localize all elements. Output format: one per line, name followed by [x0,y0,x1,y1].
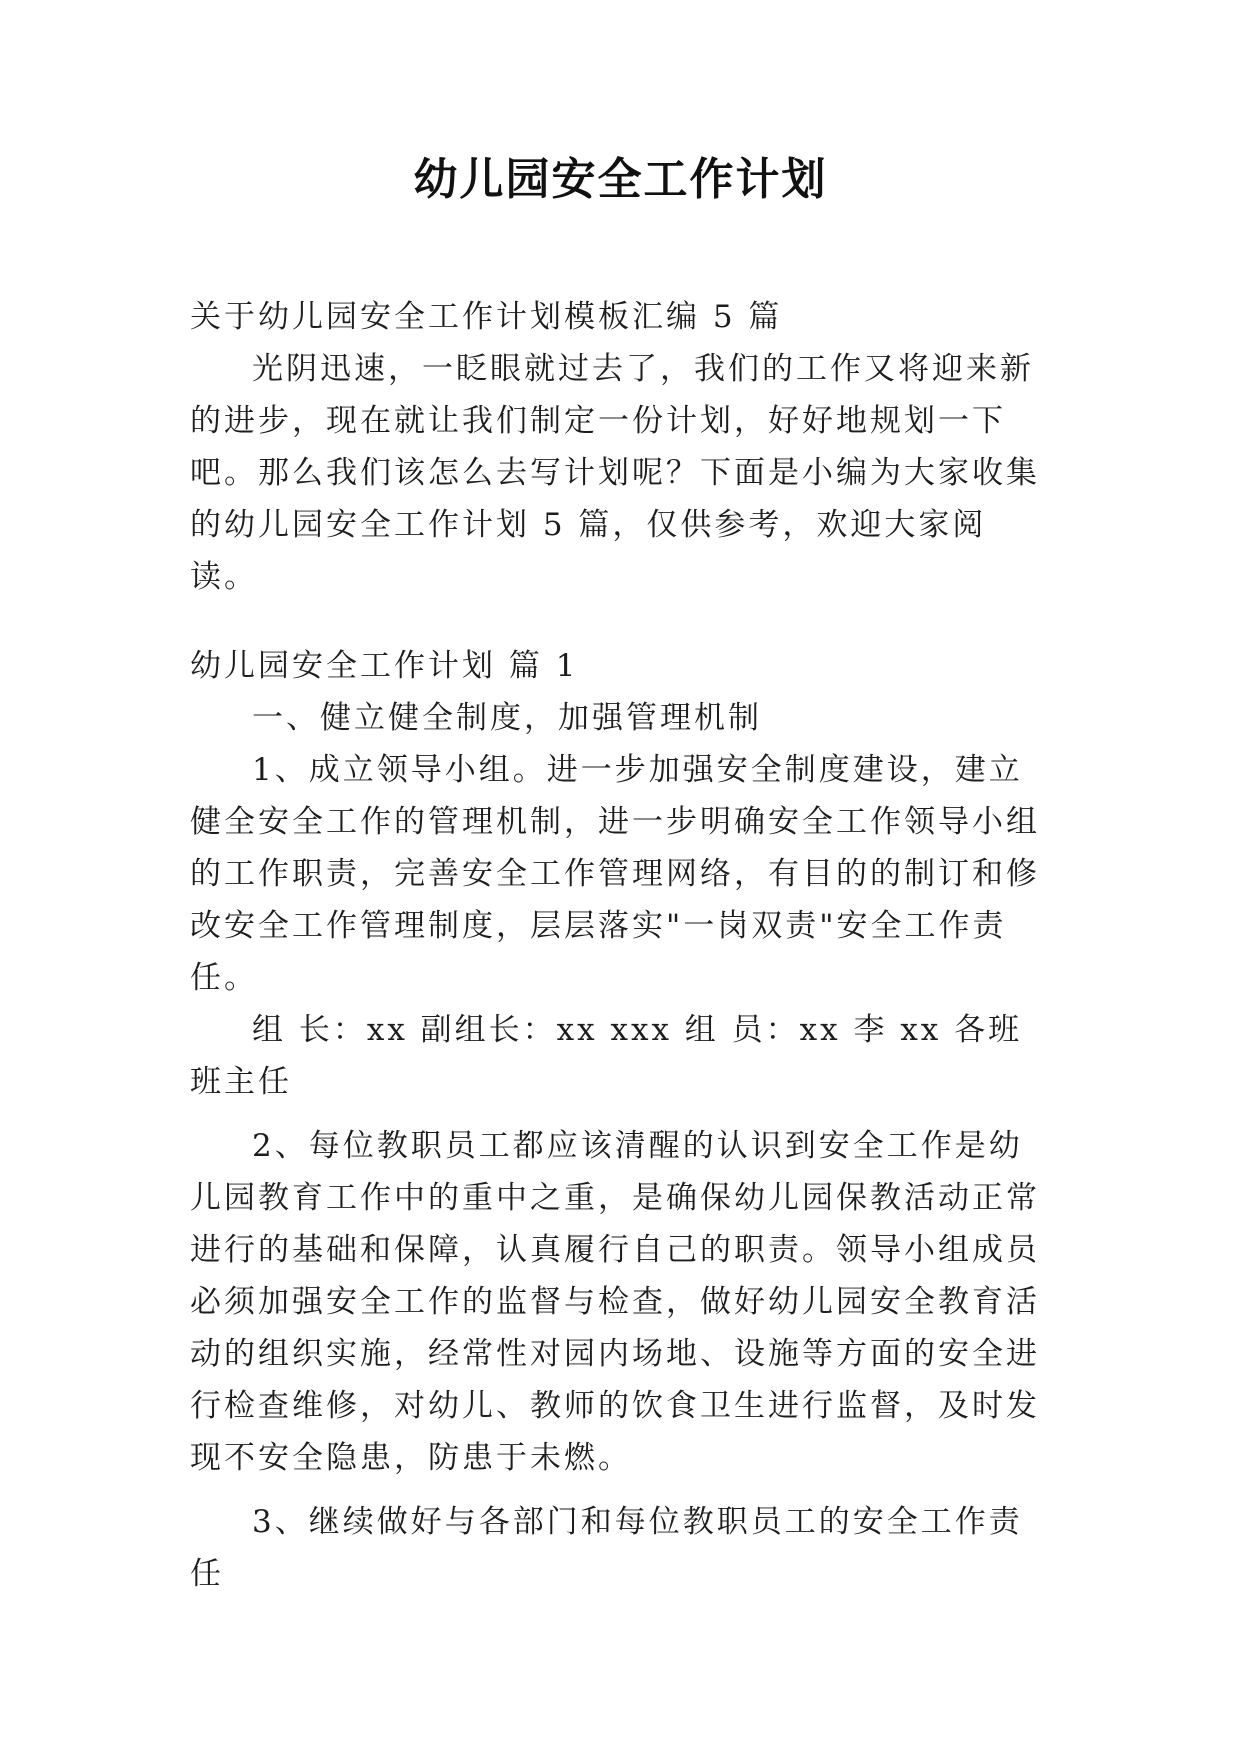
section-1-paragraph-2: 2、每位教职员工都应该清醒的认识到安全工作是幼儿园教育工作中的重中之重，是确保幼儿园保教活动正常进行的基础和保障，认真履行自己的职责。领导小组成员必须加强安全工作的监督与检查，做好幼儿园安全教育活动的组织实施，经常性对园内场地、设施等方面的安全进行检查维修，对幼儿、教师的饮食卫生进行监督，及时发现不安全隐患，防患于未燃。 [190,1128,1040,1476]
intro-paragraph: 光阴迅速，一眨眼就过去了，我们的工作又将迎来新的进步，现在就让我们制定一份计划，好好地规划一下吧。那么我们该怎么去写计划呢？下面是小编为大家收集的幼儿园安全工作计划 5 篇，仅供参考，欢迎大家阅读。 [190,351,1040,595]
section-1-content [190,692,1050,1600]
document-title: 幼儿园安全工作计划 [413,154,828,205]
section-1-paragraph-1: 1、成立领导小组。进一步加强安全制度建设，建立健全安全工作的管理机制，进一步明确安全工作领导小组的工作职责，完善安全工作管理网络，有目的的制订和修改安全工作管理制度，层层落实"一岗双责"安全工作责任。 [190,752,1040,996]
section-1-heading: 幼儿园安全工作计划 篇 1 [190,648,579,684]
document-subtitle [190,291,1050,343]
section-1-heading-block [190,640,1050,692]
section-1-paragraph-3: 3、继续做好与各部门和每位教职员工的安全工作责任 [190,1504,1023,1592]
subtitle-text: 关于幼儿园安全工作计划模板汇编 5 篇 [190,299,783,335]
section-1-team-list: 组 长：xx 副组长：xx xxx 组 员：xx 李 xx 各班班主任 [190,1012,1023,1100]
section-1-item-heading: 一、健立健全制度，加强管理机制 [252,700,762,736]
intro-paragraph-block [190,343,1050,603]
